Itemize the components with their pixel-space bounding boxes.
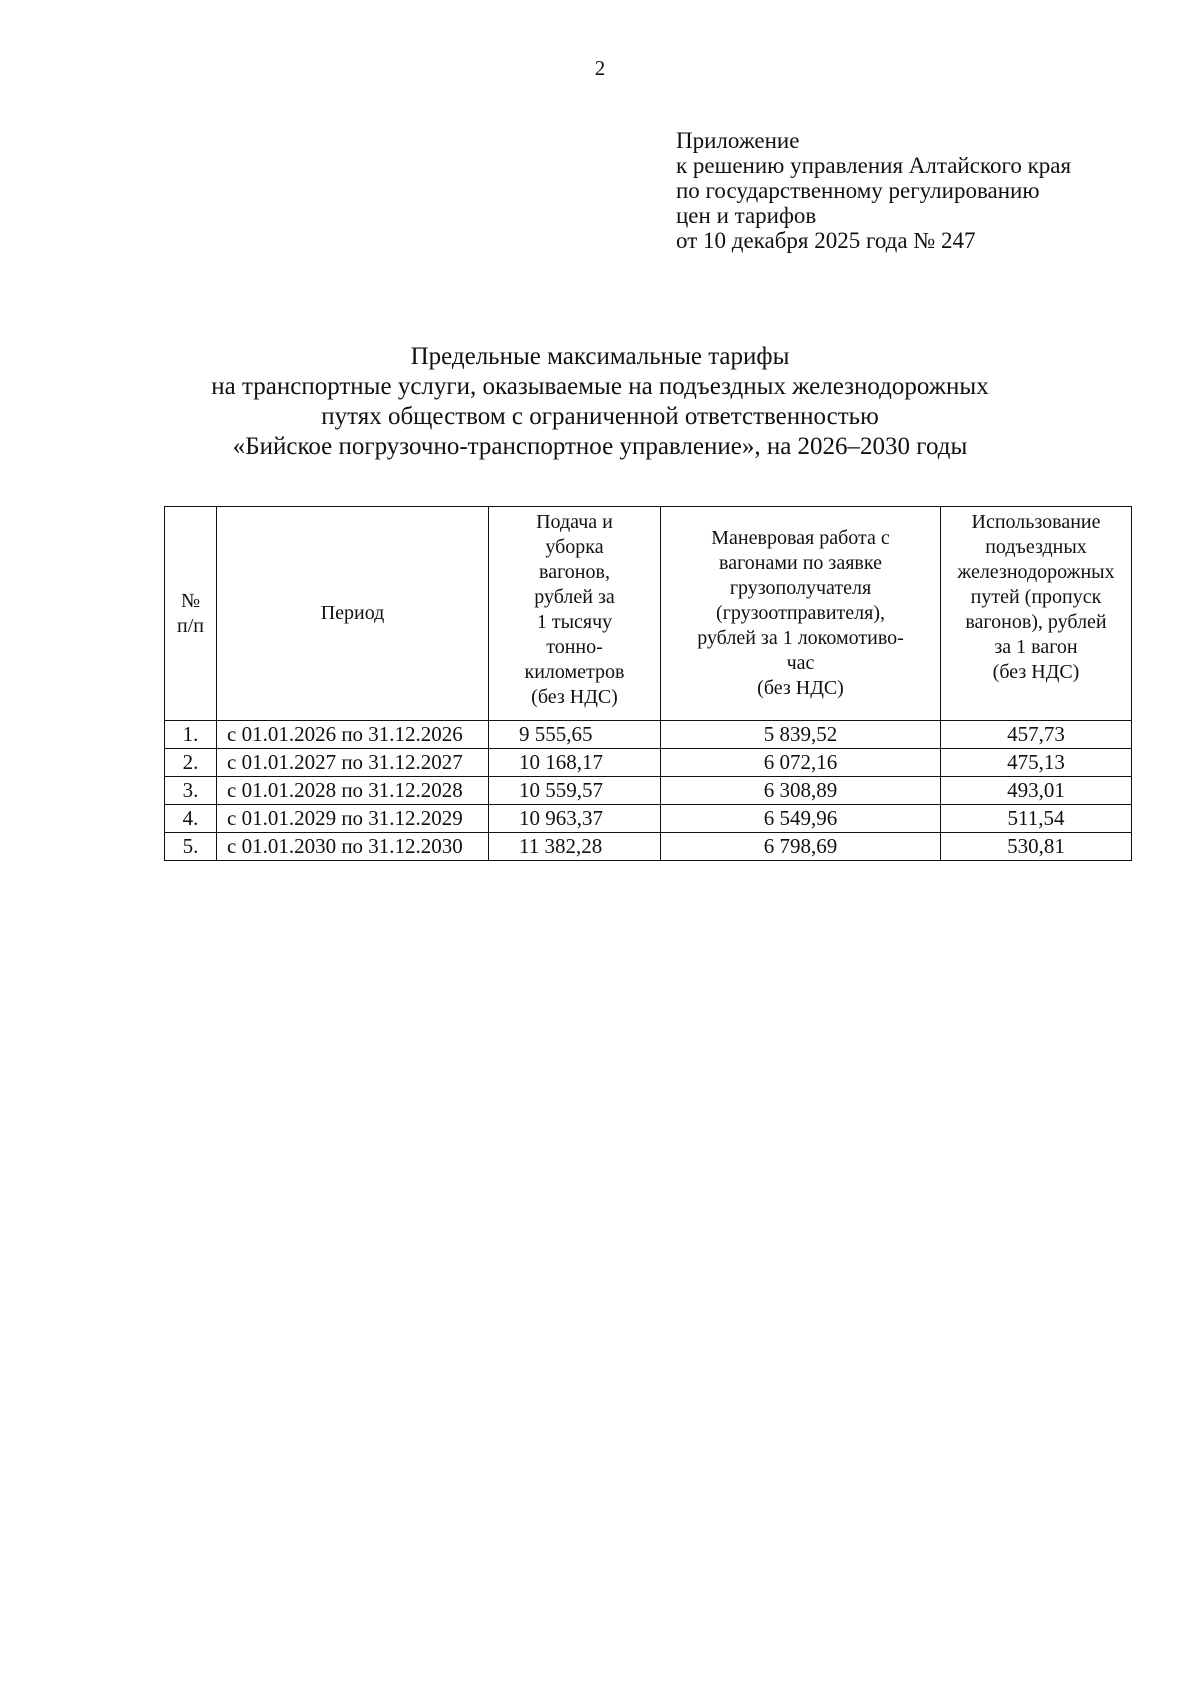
header-text: вагонами по заявке: [719, 552, 882, 574]
header-text: Подача и: [536, 511, 613, 533]
header-text: (без НДС): [531, 686, 618, 708]
table-row: [165, 833, 1132, 861]
header-period: [217, 507, 489, 721]
row-shunting: 6 308,89: [661, 777, 941, 805]
title-line: путях обществом с ограниченной ответственностью: [321, 403, 879, 430]
header-shunting: [661, 507, 941, 721]
appendix-block: [676, 128, 1136, 253]
row-usage: 511,54: [941, 805, 1132, 833]
title-line: «Бийское погрузочно-транспортное управление», на 2026–2030 годы: [232, 433, 968, 460]
header-text: вагонов), рублей: [965, 611, 1107, 633]
row-shunting: 6 549,96: [661, 805, 941, 833]
row-period: с 01.01.2030 по 31.12.2030: [217, 833, 489, 861]
row-supply: 10 168,17: [489, 749, 661, 777]
page-number: 2: [594, 56, 606, 80]
header-text: (без НДС): [757, 677, 844, 699]
header-text: железнодорожных: [957, 561, 1115, 583]
header-text: час: [786, 652, 815, 674]
header-text: километров: [524, 661, 625, 683]
row-num: 2.: [165, 749, 217, 777]
header-text: за 1 вагон: [994, 636, 1078, 658]
row-supply: 10 559,57: [489, 777, 661, 805]
appendix-line: к решению управления Алтайского края: [676, 153, 1072, 178]
appendix-line: Приложение: [676, 128, 800, 153]
header-text: грузополучателя: [729, 577, 872, 599]
header-text: №: [180, 589, 201, 612]
header-num: [165, 507, 217, 721]
header-text: 1 тысячу: [536, 611, 613, 633]
row-period: с 01.01.2028 по 31.12.2028: [217, 777, 489, 805]
header-usage: [941, 507, 1132, 721]
row-num: 1.: [165, 721, 217, 749]
appendix-line: от 10 декабря 2025 года № 247: [676, 228, 976, 253]
row-supply: 9 555,65: [489, 721, 661, 749]
table-row: [165, 721, 1132, 749]
header-text: п/п: [177, 614, 204, 637]
row-num: 5.: [165, 833, 217, 861]
table-row: [165, 777, 1132, 805]
title-line: на транспортные услуги, оказываемые на подъездных железнодорожных: [211, 373, 989, 400]
row-usage: 493,01: [941, 777, 1132, 805]
header-text: уборка: [545, 536, 604, 558]
document-title: [150, 342, 1050, 462]
appendix-line: по государственному регулированию: [676, 178, 1040, 203]
header-text: (грузоотправителя),: [715, 602, 886, 624]
row-shunting: 6 072,16: [661, 749, 941, 777]
header-text: рублей за 1 локомотиво-: [697, 627, 904, 649]
header-supply: [489, 507, 661, 721]
header-text: Использование: [971, 511, 1101, 533]
tariff-table: [164, 506, 1132, 861]
row-period: с 01.01.2026 по 31.12.2026: [217, 721, 489, 749]
header-text: подъездных: [985, 536, 1087, 558]
row-num: 3.: [165, 777, 217, 805]
row-usage: 457,73: [941, 721, 1132, 749]
row-num: 4.: [165, 805, 217, 833]
row-shunting: 5 839,52: [661, 721, 941, 749]
row-usage: 475,13: [941, 749, 1132, 777]
header-text: путей (пропуск: [970, 586, 1102, 608]
table-header-row: [165, 507, 1132, 721]
row-period: с 01.01.2029 по 31.12.2029: [217, 805, 489, 833]
header-text: (без НДС): [992, 661, 1080, 683]
table-row: [165, 749, 1132, 777]
header-text: тонно-: [546, 636, 603, 658]
row-usage: 530,81: [941, 833, 1132, 861]
header-text: Период: [320, 602, 385, 624]
header-text: Маневровая работа с: [711, 527, 890, 549]
row-supply: 11 382,28: [489, 833, 661, 861]
header-text: вагонов,: [539, 561, 610, 583]
header-text: рублей за: [534, 586, 615, 608]
row-supply: 10 963,37: [489, 805, 661, 833]
row-period: с 01.01.2027 по 31.12.2027: [217, 749, 489, 777]
appendix-line: цен и тарифов: [676, 203, 817, 228]
row-shunting: 6 798,69: [661, 833, 941, 861]
table-row: [165, 805, 1132, 833]
title-line: Предельные максимальные тарифы: [410, 343, 790, 370]
